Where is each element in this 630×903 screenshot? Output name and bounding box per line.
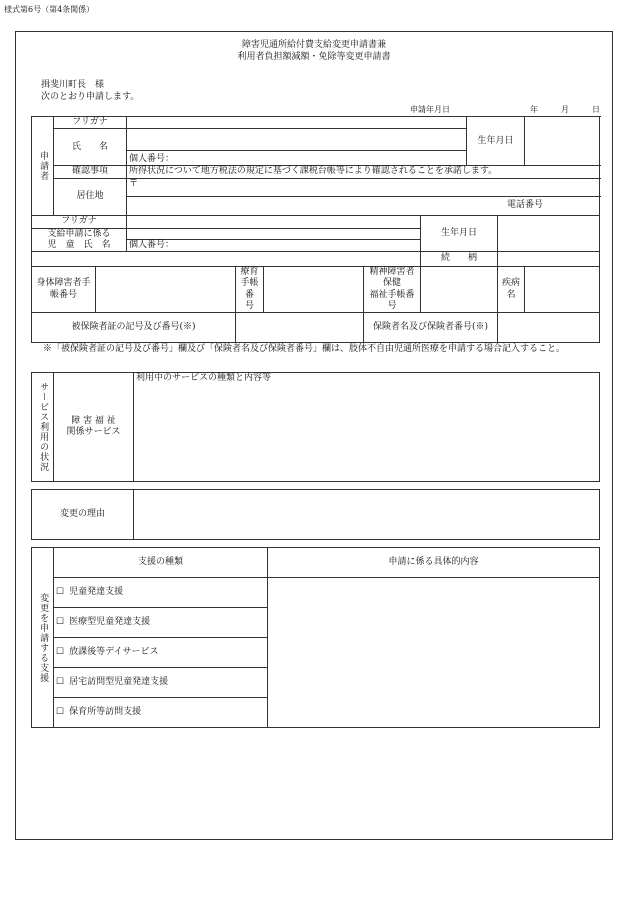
service-table [31, 372, 600, 482]
ryoiku-handbook-label: 療育手帳 番 号 [236, 267, 264, 313]
support-item[interactable]: ☐ 居宅訪問型児童発達支援 [54, 668, 268, 698]
relation-label: 続 柄 [421, 252, 498, 267]
child-name-field[interactable] [127, 228, 421, 239]
reason-table [31, 489, 600, 540]
mental-handbook-label: 精神障害者保健 福祉手帳番号 [364, 267, 421, 313]
applicant-name-label: 氏 名 [54, 129, 127, 166]
phone-field[interactable]: 電話番号 [127, 196, 600, 215]
support-type-header: 支援の種類 [54, 548, 268, 578]
change-table [31, 547, 600, 728]
service-label: 障 害 福 祉 関係サービス [54, 373, 134, 482]
confirm-text: 所得状況について地方税法の規定に基づく課税台帳等により確認されることを承諾します。 [127, 166, 600, 178]
applicant-name-field[interactable] [127, 129, 467, 151]
insurer-label: 保険者名及び保険者番号(※) [364, 313, 498, 343]
reason-field[interactable] [134, 490, 600, 540]
applicant-mynumber-field[interactable]: 個人番号： [127, 151, 467, 166]
form-title-line2: 利用者負担額減額・免除等変更申請書 [237, 52, 391, 62]
form-title-line1: 障害児通所給付費支給変更申請書兼 [241, 40, 386, 50]
child-name-label: 支給申請に係る 児 童 氏 名 [32, 228, 127, 252]
change-section-label: 変更を申請する支援 [32, 548, 54, 728]
application-date-day: 日 [592, 105, 600, 114]
reason-label: 変更の理由 [32, 490, 134, 540]
applicant-furigana-field[interactable] [127, 117, 467, 129]
child-name-field-bottom[interactable] [32, 252, 421, 267]
insurance-card-label: 被保険者証の記号及び番号(※) [32, 313, 236, 343]
insurance-card-field[interactable] [236, 313, 364, 343]
checkbox-icon[interactable]: ☐ [56, 646, 65, 657]
checkbox-icon[interactable]: ☐ [56, 586, 65, 597]
physical-handbook-label: 身体障害者手帳番号 [32, 267, 96, 313]
application-date-month: 月 [561, 105, 569, 114]
insurer-field[interactable] [498, 313, 600, 343]
intro-text: 次のとおり申請します。 [41, 92, 140, 102]
addressee: 揖斐川町長 様 [41, 80, 105, 90]
service-content-field[interactable]: 利用中のサービスの種類と内容等 [134, 373, 600, 482]
child-furigana-label: フリガナ [32, 215, 127, 228]
address-postal[interactable]: 〒 [127, 178, 600, 196]
support-detail-header: 申請に係る具体的内容 [268, 548, 600, 578]
physical-handbook-field[interactable] [96, 267, 236, 313]
support-detail-field[interactable] [268, 578, 600, 728]
disease-label: 疾病名 [498, 267, 525, 313]
child-furigana-field[interactable] [127, 215, 421, 228]
checkbox-icon[interactable]: ☐ [56, 706, 65, 717]
applicant-birth-label: 生年月日 [467, 117, 525, 166]
applicant-table [31, 116, 600, 343]
child-birth-field[interactable] [498, 215, 600, 252]
application-date-year: 年 [530, 105, 538, 114]
applicant-section-label: 申請者 [32, 117, 54, 216]
support-item[interactable]: ☐ 医療型児童発達支援 [54, 608, 268, 638]
form-number: 様式第6号（第4条関係） [4, 5, 95, 14]
support-item[interactable]: ☐ 放課後等デイサービス [54, 638, 268, 668]
child-birth-label: 生年月日 [421, 215, 498, 252]
support-item[interactable]: ☐ 児童発達支援 [54, 578, 268, 608]
ryoiku-handbook-field[interactable] [264, 267, 364, 313]
insurance-note: ※「被保険者証の記号及び番号」欄及び「保険者名及び保険者番号」欄は、肢体不自由児通所医療を申請する場合記入すること。 [43, 344, 566, 354]
confirm-label: 確認事項 [54, 166, 127, 178]
support-item[interactable]: ☐ 保育所等訪問支援 [54, 698, 268, 728]
checkbox-icon[interactable]: ☐ [56, 676, 65, 687]
service-section-label: サービス利用の状況 [32, 373, 54, 482]
applicant-furigana-label: フリガナ [54, 117, 127, 129]
disease-field[interactable] [525, 267, 600, 313]
applicant-birth-field[interactable] [525, 117, 600, 166]
application-date-label: 申請年月日 [410, 105, 450, 114]
child-mynumber-field[interactable]: 個人番号： [127, 239, 421, 251]
address-label: 居住地 [54, 178, 127, 215]
checkbox-icon[interactable]: ☐ [56, 616, 65, 627]
mental-handbook-field[interactable] [421, 267, 498, 313]
relation-field[interactable] [498, 252, 600, 267]
